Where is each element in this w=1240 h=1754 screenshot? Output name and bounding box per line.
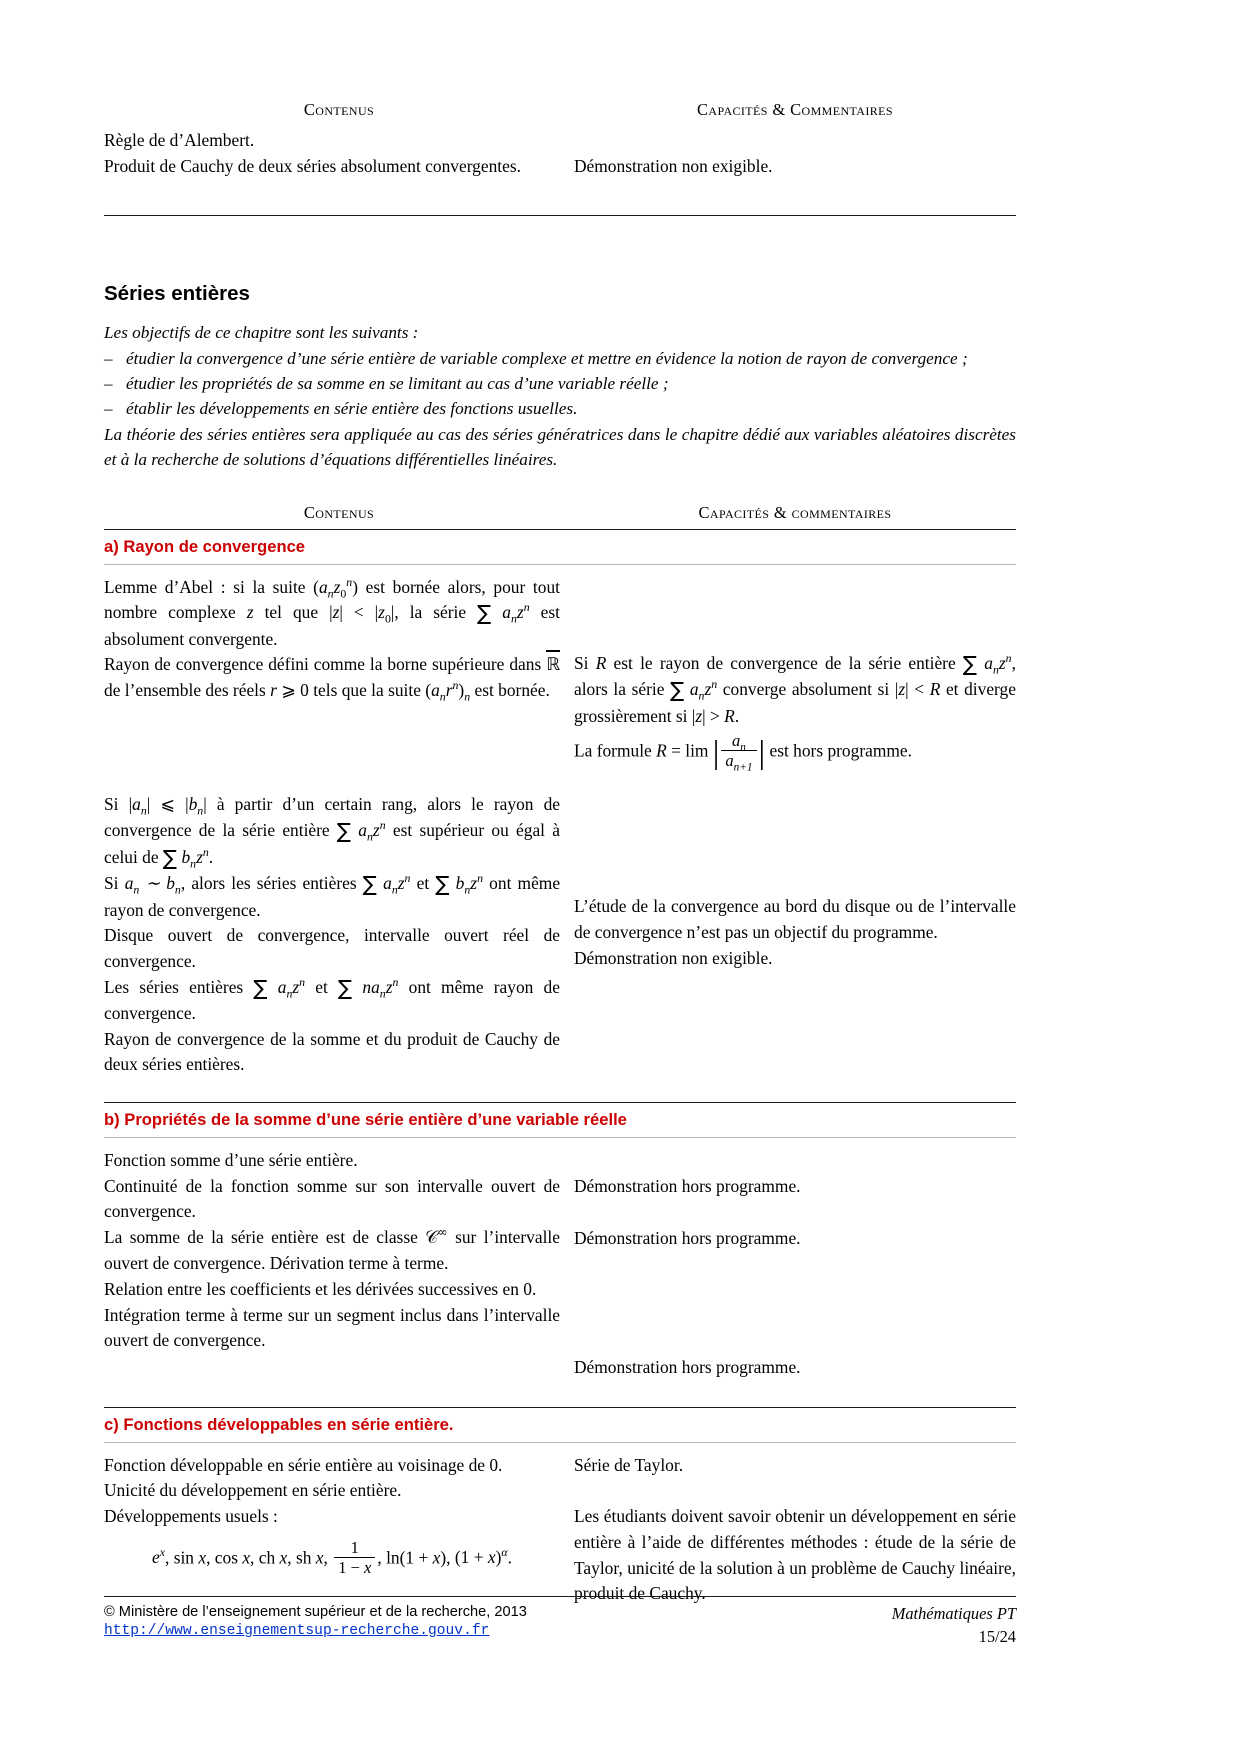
footer-subject: Mathématiques PT — [891, 1604, 1016, 1623]
footer-page-number: 15/24 — [978, 1627, 1016, 1646]
row-left-text: Produit de Cauchy de deux séries absolument convergentes. — [104, 155, 521, 176]
abel-serie: , la série — [394, 602, 467, 623]
r-period: . — [734, 705, 740, 726]
row-left-text: Rayon de convergence défini comme la borne supérieure dans ℝ de l’ensemble des réels r ⩾ 0 tels que la suite $(a_nr^n)_n$ est bornée. — [104, 654, 560, 704]
row-left-text: Unicité du développement en série entière. — [104, 1480, 402, 1501]
abel-lead: Lemme d’Abel : si la suite — [104, 576, 306, 597]
row-left-text — [104, 871, 560, 923]
math-fraction-an-over-an1: $\frac{a_n}{a_{n+1}}$ — [721, 731, 756, 770]
math-sh-x: sh x — [295, 1547, 324, 1567]
math-an-zn: $a_nz^n$ — [358, 818, 386, 844]
objective-text: établir les développements en série entière des fonctions usuelles. — [126, 399, 578, 419]
math-sum-bn-zn: ∑ — [162, 845, 178, 870]
table-row — [104, 154, 1016, 180]
row-left-text: Intégration terme à terme sur un segment inclus dans l’intervalle ouvert de convergence. — [104, 1304, 560, 1351]
objective-text: étudier la convergence d’une série entière de variable complexe et mettre en évidence la notion de rayon de convergence ; — [126, 348, 968, 368]
math-mod-z-lt-R: |z| < R — [894, 679, 941, 700]
math-C-infinity: 𝒞∞ — [425, 1224, 448, 1248]
r-alors: , alors la série — [574, 652, 1016, 700]
abel-mid: est bornée alors, pour tout nombre complexe — [104, 576, 560, 623]
math-sum-an-zn: ∑ — [962, 651, 978, 676]
math-bn-zn: $b_nz^n$ — [455, 871, 483, 897]
equiv-si: Si — [104, 873, 119, 894]
dash-bullet: – — [104, 374, 113, 393]
math-mod-z-gt-R: |z| > R — [691, 705, 735, 726]
dash-bullet: – — [104, 348, 113, 368]
deriv-end: ont même rayon de convergence. — [104, 976, 560, 1024]
main-table-column-headers — [104, 503, 1016, 523]
deriv-lead: Les séries entières — [104, 976, 244, 997]
r-converge: converge absolument si — [722, 679, 890, 700]
comp-period: . — [208, 846, 214, 867]
objectives-list — [104, 346, 1016, 422]
row-left-text: Règle de d’Alembert. — [104, 130, 255, 150]
formula-lead: La formule — [574, 740, 652, 761]
intro-lead: Les objectifs de ce chapitre sont les suivants : — [104, 323, 419, 343]
table-row — [104, 1453, 1016, 1607]
section-heading-a: a) Rayon de convergence — [104, 536, 306, 556]
intro-tail: La théorie des séries entières sera appliquée au cas des séries génératrices dans le chapitre dédié aux variables aléatoires discrètes et à la recherche de solutions d’équations différentielles linéaires. — [104, 424, 1016, 470]
row-right-text: Série de Taylor. — [574, 1454, 684, 1475]
row-right-text: Démonstration non exigible. — [574, 155, 773, 176]
math-r-bar: ℝ — [546, 652, 560, 678]
math-r: r — [270, 680, 277, 700]
list-item — [104, 371, 1016, 396]
row-right-text: L’étude de la convergence au bord du disque ou de l’intervalle de convergence n’est pas un objectif du programme. — [574, 896, 1016, 942]
column-header-capacites: Capacités & Commentaires — [697, 100, 893, 119]
chapter-title: Séries entières — [104, 282, 250, 306]
rayon-end: est bornée. — [474, 680, 550, 700]
math-ln-1-plus-x: ln(1 + x) — [386, 1547, 447, 1567]
footer-copyright: © Ministère de l’enseignement supérieur et de la recherche, 2013 — [104, 1604, 527, 1620]
row-left-text: Rayon de convergence de la somme et du produit de Cauchy de deux séries entières. — [104, 1028, 560, 1075]
row-left-text: Continuité de la fonction somme sur son intervalle ouvert de convergence. — [104, 1175, 560, 1222]
row-left-text: Disque ouvert de convergence, intervalle ouvert réel de convergence. — [104, 925, 560, 971]
abel-tel-que: tel que — [264, 602, 319, 623]
math-sum-an-zn: ∑ — [253, 975, 268, 1000]
row-right-text — [574, 651, 1016, 730]
footer-url-link[interactable]: http://www.enseignementsup-recherche.gouv.fr — [104, 1623, 490, 1639]
column-header-contenus: Contenus — [303, 100, 375, 119]
rayon-suite: tels que la suite — [313, 680, 421, 700]
math-an-zn: $a_nz^n$ — [502, 600, 530, 626]
rayon-mid: de l’ensemble des réels — [104, 680, 266, 700]
equiv-et: et — [416, 873, 430, 894]
table-row — [104, 792, 1016, 1078]
math-an-zn-2: $a_nz^n$ — [689, 677, 718, 703]
math-an-z0-n: $(a_nz_0^n)$ — [313, 574, 358, 601]
math-sum-an-zn: ∑ — [336, 819, 352, 843]
comp-mid: à partir d’un certain rang, alors le rayon de convergence de la série entière — [104, 794, 560, 840]
row-right-text: Démonstration hors programme. — [574, 1227, 801, 1248]
math-z: z — [246, 602, 254, 623]
usual-developments-formula: $e^x$, sin x, cos x, ch x, sh x, $\frac{1}{1 - x}$ , ln(1 + x), $(1 + x)^\alpha$. — [152, 1537, 512, 1577]
row-left-text — [104, 975, 560, 1027]
math-an-zn: $a_nz^n$ — [277, 974, 306, 1001]
table-row — [104, 128, 1016, 154]
comp-egal: est supérieur ou égal à celui de — [104, 820, 560, 867]
row-left-text — [104, 575, 560, 653]
math-sum-bn-zn: ∑ — [435, 872, 450, 897]
row-left-text — [104, 792, 560, 871]
math-sum-n-an-zn: ∑ — [338, 975, 353, 1000]
math-ch-x: ch x — [258, 1547, 288, 1567]
deriv-et: et — [315, 976, 328, 997]
math-sin-x: sin x — [173, 1547, 207, 1567]
equiv-mid: , alors les séries entières — [180, 873, 357, 894]
row-left-text: Développements usuels : — [104, 1505, 278, 1526]
dash-bullet: – — [104, 399, 113, 419]
objective-text: étudier les propriétés de sa somme en se limitant au cas d’une variable réelle ; — [126, 374, 669, 393]
math-an-rn-n: $(a_nr^n)_n$ — [425, 678, 471, 704]
abel-end: est absolument convergente. — [104, 602, 560, 649]
row-left-text: Fonction développable en série entière au voisinage de 0. — [104, 1454, 503, 1475]
comp-si: Si — [104, 794, 119, 815]
math-R-2: R — [656, 740, 667, 761]
list-item — [104, 346, 1016, 371]
table-row — [104, 1148, 1016, 1381]
row-left-text: Relation entre les coefficients et les dérivées successives en 0. — [104, 1278, 537, 1299]
classe-tail: sur l’intervalle ouvert de convergence. Dérivation terme à terme. — [104, 1226, 560, 1274]
row-right-text: Démonstration hors programme. — [574, 1357, 801, 1378]
math-one-over-one-minus-x: $\frac{1}{1 - x}$ — [334, 1538, 375, 1577]
section-heading-b: b) Propriétés de la somme d’une série entière d’une variable réelle — [104, 1109, 627, 1129]
math-n-an-zn: $na_nz^n$ — [362, 974, 399, 1001]
math-cos-x: cos x — [214, 1547, 251, 1567]
row-left-text: Fonction somme d’une série entière. — [104, 1149, 358, 1170]
math-sum-an-zn: ∑ — [362, 872, 377, 897]
math-an-zn: $a_nz^n$ — [383, 871, 411, 897]
row-right-text: Démonstration non exigible. — [574, 947, 773, 968]
math-an-zn: $a_nz^n$ — [984, 650, 1012, 677]
classe-lead: La somme de la série entière est de classe — [104, 1226, 418, 1247]
equiv-end: ont même rayon de convergence. — [104, 873, 561, 920]
math-abs-an-le-abs-bn: $|a_n|$ ⩽ $|b_n|$ — [128, 794, 207, 818]
math-sum-an-zn-2: ∑ — [670, 678, 685, 703]
page-content — [104, 100, 1016, 1607]
table-row — [104, 575, 1016, 773]
formula-tail: est hors programme. — [769, 740, 912, 761]
list-item — [104, 396, 1016, 421]
rayon-lead: Rayon de convergence défini comme la borne supérieure dans — [104, 654, 542, 675]
row-right-formula: La formule R = lim | $\frac{a_n}{a_{n+1}}$ | est hors programme. — [574, 731, 912, 774]
math-an-sim-bn: $a_n$ ∼ $b_n$ — [124, 873, 181, 897]
math-one-plus-x-alpha: $(1 + x)^\alpha$ — [454, 1545, 508, 1567]
math-mod-z-lt-mod-z0: $|z| < |z_0|$ — [329, 602, 395, 626]
math-R: R — [595, 652, 607, 673]
row-right-text: Démonstration hors programme. — [574, 1175, 801, 1196]
row-right-text: Les étudiants doivent savoir obtenir un développement en série entière à l’aide de différentes méthodes : étude de la série de Taylor, unicité de la solution à un problème de Cauchy linéaire, produit de Cauchy. — [574, 1506, 1016, 1604]
column-header-contenus: Contenus — [303, 502, 375, 522]
section-heading-c: c) Fonctions développables en série entière. — [104, 1414, 454, 1434]
r-mid: est le rayon de convergence de la série entière — [613, 652, 956, 673]
column-header-capacites: Capacités & commentaires — [698, 502, 892, 522]
page-footer — [104, 1596, 1016, 1647]
r-lead: Si — [574, 652, 589, 673]
math-bn-zn: $b_nz^n$ — [181, 844, 209, 871]
math-exp-x: $e^x$ — [152, 1545, 165, 1567]
math-sum-an-zn: ∑ — [477, 601, 492, 626]
row-left-text — [104, 1225, 560, 1277]
r-diverge: et diverge grossièrement si — [574, 679, 1016, 726]
top-table-column-headers — [104, 100, 1016, 120]
